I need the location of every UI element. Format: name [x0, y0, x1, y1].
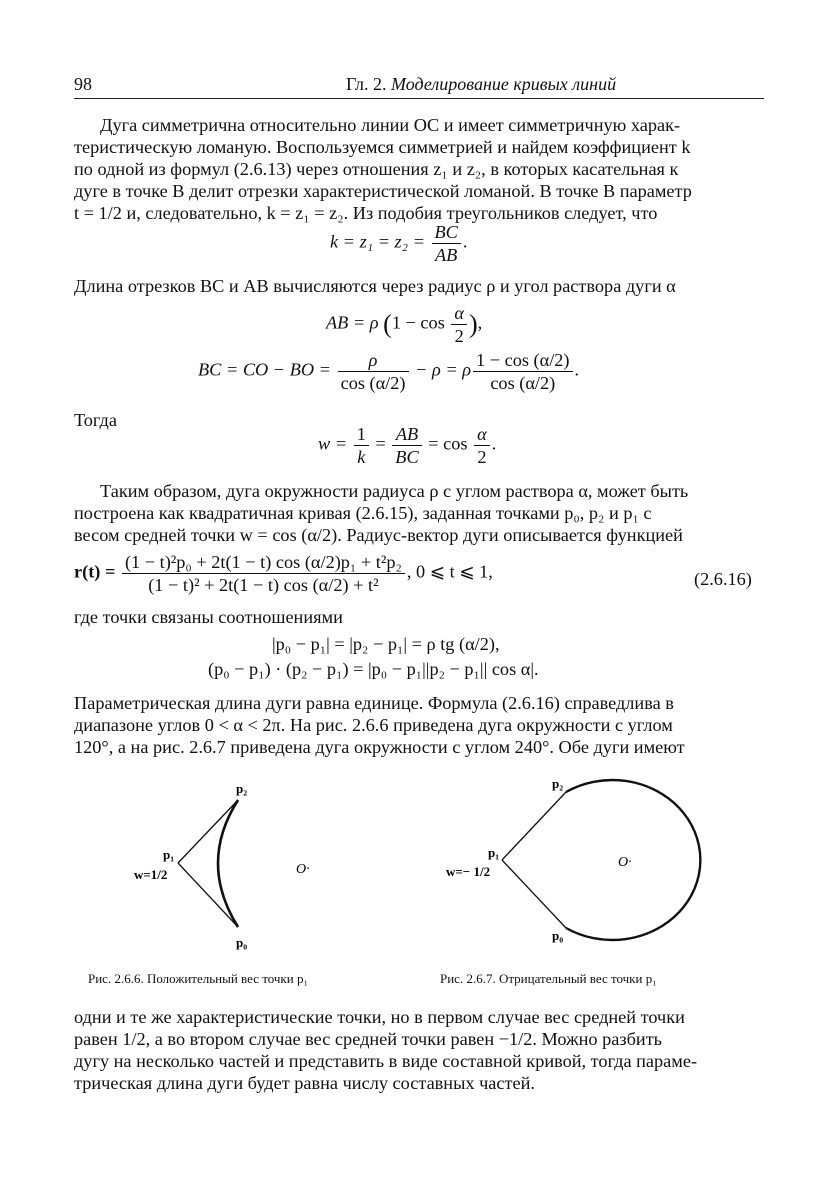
numerator: 1 [354, 424, 369, 446]
text-line: Таким образом, дуга окружности радиуса ρ с углом раствора α, может быть [100, 481, 689, 501]
text-line: теристическую ломаную. Воспользуемся симметрией и найдем коэффициент k [74, 137, 691, 157]
eq-lhs: r(t) = [74, 561, 116, 582]
numerator: BC [432, 222, 461, 244]
eq-end: . [462, 231, 468, 252]
eq-end: . [491, 433, 497, 454]
fraction [338, 350, 409, 393]
eq-lhs: BC = CO − BO = [198, 359, 331, 380]
fraction [474, 424, 490, 467]
running-header [74, 74, 764, 98]
denominator: k [357, 447, 366, 467]
text-togda: Тогда [74, 410, 117, 430]
equation-bc [198, 350, 579, 393]
denominator: (1 − t)² + 2t(1 − t) cos (α/2) + t² [148, 575, 379, 595]
text-line: диапазоне углов 0 < α < 2π. На рис. 2.6.6 приведена дуга окружности с углом [74, 715, 673, 735]
text-line: весом средней точки w = cos (α/2). Радиус-вектор дуги описывается функцией [74, 525, 683, 545]
equation-relation-2: (p₀ − p₁) · (p₂ − p₁) = |p₀ − p₁||p₂ − p₁|| cos α|. [208, 659, 539, 679]
numerator: α [474, 424, 490, 446]
label-p1: p₁ [163, 847, 175, 862]
text-line: трическая длина дуги будет равна числу составных частей. [74, 1073, 535, 1093]
eq-lhs: w = [318, 433, 348, 454]
eq-lhs: k = z₁ = z₂ = [330, 231, 425, 252]
equation-number: (2.6.16) [694, 569, 752, 589]
eq-mid: = cos [428, 433, 468, 454]
fraction [451, 303, 467, 346]
numerator: ρ [338, 350, 409, 372]
eq-end: . [574, 359, 580, 380]
denominator: cos (α/2) [490, 373, 556, 393]
label-p0: p₀ [552, 928, 564, 943]
fraction [392, 424, 421, 467]
equation-rt [74, 552, 493, 595]
text-where: где точки связаны соотношениями [74, 607, 343, 627]
paren-open: ( [383, 309, 392, 339]
arc-curve [566, 780, 700, 940]
figure-2-6-7 [440, 770, 770, 970]
equation-k [330, 222, 467, 265]
text-line: дуге в точке B делит отрезки характеристической ломаной. В точке B параметр [74, 181, 692, 201]
numerator: AB [392, 424, 421, 446]
text-line: Дуга симметрична относительно линии OC и имеет симметричную харак- [100, 115, 681, 135]
fraction [354, 424, 369, 467]
label-p2: p₂ [236, 781, 248, 796]
text-line: Параметрическая длина дуги равна единице. Формула (2.6.16) справедлива в [74, 693, 674, 713]
paren-close: ) [469, 309, 478, 339]
control-segment-p1-p0 [502, 860, 566, 928]
figure-caption-1: Рис. 2.6.6. Положительный вес точки p₁ [88, 971, 308, 986]
figure-caption-2: Рис. 2.6.7. Отрицательный вес точки p₁ [440, 971, 657, 986]
header-rule [74, 98, 764, 99]
text-line: равен 1/2, а во втором случае вес средней точки равен −1/2. Можно разбить [74, 1029, 663, 1049]
eq-sign: = [375, 433, 386, 454]
control-segment-p1-p0 [178, 863, 238, 927]
eq-end: , [477, 312, 483, 333]
label-weight: w=− 1/2 [446, 864, 491, 879]
label-p2: p₂ [552, 776, 564, 791]
text-line: одни и те же характеристические точки, но в первом случае вес средней точки [74, 1007, 685, 1027]
text-line: построена как квадратичная кривая (2.6.15), заданная точками p₀, p₂ и p₁ с [74, 503, 652, 523]
denominator: 2 [477, 447, 487, 467]
label-weight: w=1/2 [134, 867, 168, 882]
fraction [122, 552, 405, 595]
label-center-o: O· [618, 855, 632, 870]
denominator: 2 [454, 326, 464, 346]
numerator: α [451, 303, 467, 325]
label-p1: p₁ [488, 845, 500, 860]
numerator: (1 − t)²p₀ + 2t(1 − t) cos (α/2)p₁ + t²p₂ [122, 552, 405, 574]
chapter-heading [346, 74, 616, 95]
control-segment-p1-p2 [502, 792, 566, 860]
denominator: BC [395, 447, 419, 467]
page-number: 98 [74, 74, 92, 94]
chapter-title: Моделирование кривых линий [391, 74, 617, 94]
denominator: AB [435, 245, 458, 265]
text-line: 120°, а на рис. 2.6.7 приведена дуга окружности с углом 240°. Обе дуги имеют [74, 737, 685, 757]
equation-w [318, 424, 496, 467]
equation-relation-1: |p₀ − p₁| = |p₂ − p₁| = ρ tg (α/2), [272, 634, 500, 654]
fraction [473, 350, 573, 393]
fraction [432, 222, 461, 265]
eq-condition: , 0 ⩽ t ⩽ 1, [406, 561, 493, 582]
label-center-o: O· [296, 862, 310, 877]
figure-2-6-6 [130, 775, 360, 965]
denominator: cos (α/2) [340, 373, 406, 393]
text-line: t = 1/2 и, следовательно, k = z₁ = z₂. Из подобия треугольников следует, что [74, 203, 658, 223]
control-segment-p1-p2 [178, 800, 238, 863]
eq-lhs: AB = ρ [326, 312, 379, 333]
text-line: по одной из формул (2.6.13) через отношения z₁ и z₂, в которых касательная к [74, 159, 679, 179]
equation-ab [326, 303, 482, 346]
chapter-label: Гл. 2. [346, 74, 387, 94]
numerator: 1 − cos (α/2) [473, 350, 573, 372]
eq-inner: 1 − cos [391, 312, 445, 333]
label-p0: p₀ [236, 935, 248, 950]
paragraph-2: Длина отрезков BC и AB вычисляются через радиус ρ и угол раствора дуги α [74, 276, 676, 296]
eq-mid: − ρ = ρ [415, 359, 472, 380]
text-line: дугу на несколько частей и представить в виде составной кривой, тогда параме- [74, 1051, 698, 1071]
